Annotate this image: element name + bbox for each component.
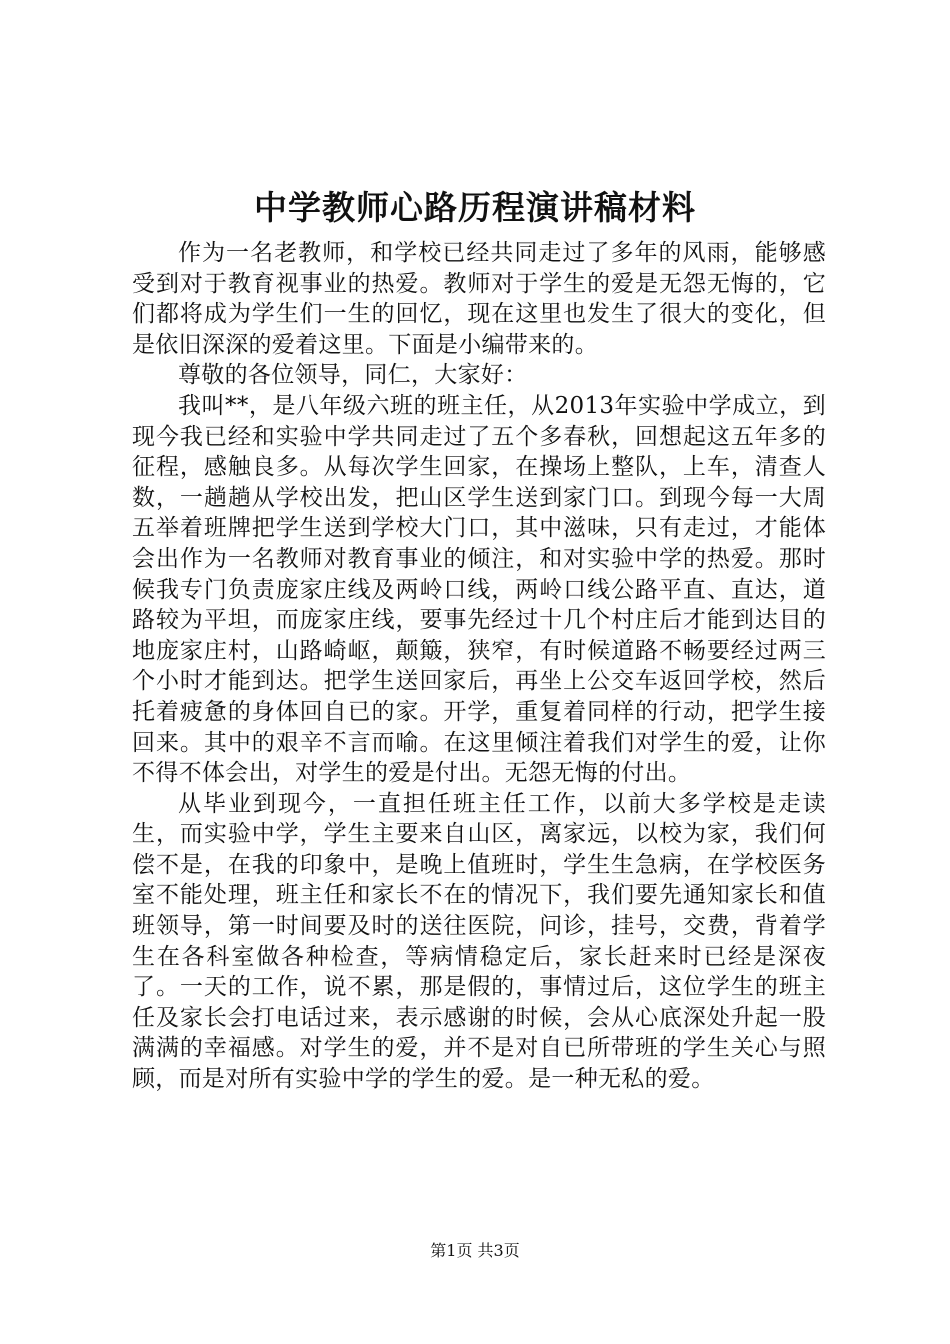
paragraph-experience: 我叫**，是八年级六班的班主任，从2013年实验中学成立，到现今我已经和实验中学共同走过了五个多春秋，回想起这五年多的征程，感触良多。从每次学生回家，在操场上整队，上车，清查人数，一趟趟从学校出发，把山区学生送到家门口。到现今每一大周五举着班牌把学生送到学校大门口，其中滋味，只有走过，才能体会出作为一名教师对教育事业的倾注，和对实验中学的热爱。那时候我专门负责庞家庄线及两岭口线，两岭口线公路平直、直达，道路较为平坦，而庞家庄线，要事先经过十几个村庄后才能到达目的地庞家庄村，山路崎岖，颠簸，狭窄，有时候道路不畅要经过两三个小时才能到达。把学生送回家后，再坐上公交车返回学校，然后托着疲惫的身体回自已的家。开学，重复着同样的行动，把学生接回来。其中的艰辛不言而喻。在这里倾注着我们对学生的爱，让你不得不体会出，对学生的爱是付出。无怨无悔的付出。 — [132, 392, 826, 787]
paragraph-care: 从毕业到现今，一直担任班主任工作，以前大多学校是走读生，而实验中学，学生主要来自山区，离家远，以校为家，我们何偿不是，在我的印象中，是晚上值班时，学生生急病，在学校医务室不能处理，班主任和家长不在的情况下，我们要先通知家长和值班领导，第一时间要及时的送往医院，问诊，挂号，交费，背着学生在各科室做各种检查，等病情稳定后，家长赶来时已经是深夜了。一天的工作，说不累，那是假的，事情过后，这位学生的班主任及家长会打电话过来，表示感谢的时候，会从心底深处升起一股满满的幸福感。对学生的爱，并不是对自已所带班的学生关心与照顾，而是对所有实验中学的学生的爱。是一种无私的爱。 — [132, 790, 826, 1093]
paragraph-intro: 作为一名老教师，和学校已经共同走过了多年的风雨，能够感受到对于教育视事业的热爱。教师对于学生的爱是无怨无悔的，它们都将成为学生们一生的回忆，现在这里也发生了很大的变化，但是依旧深深的爱着这里。下面是小编带来的。 — [132, 240, 826, 358]
document-body — [132, 238, 826, 1095]
page-indicator: 第1页 共3页 — [430, 1241, 520, 1260]
paragraph-greeting: 尊敬的各位领导，同仁，大家好： — [178, 362, 528, 389]
document-title: 中学教师心路历程演讲稿材料 — [254, 188, 696, 227]
